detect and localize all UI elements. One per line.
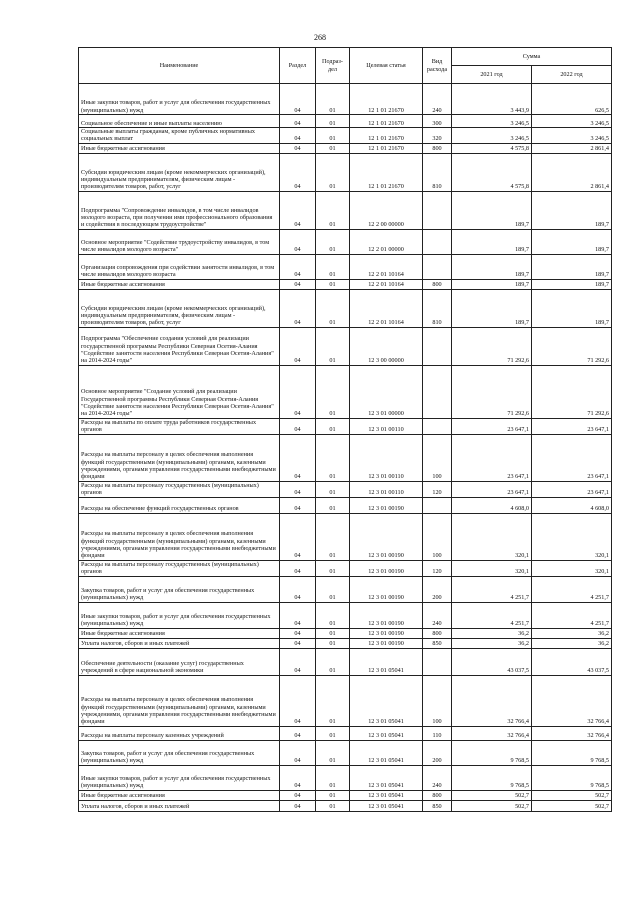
row-value-2022: 2 861,4 bbox=[532, 143, 612, 153]
row-subsection: 01 bbox=[316, 560, 350, 576]
row-value-2022: 4 251,7 bbox=[532, 602, 612, 628]
row-value-2021: 3 246,5 bbox=[452, 115, 532, 128]
table-row bbox=[79, 434, 612, 481]
row-expense-type: 240 bbox=[423, 765, 452, 790]
row-expense-type: 240 bbox=[423, 602, 452, 628]
row-value-2022: 3 246,5 bbox=[532, 115, 612, 128]
row-value-2021: 502,7 bbox=[452, 790, 532, 800]
row-subsection: 01 bbox=[316, 638, 350, 648]
header-expense-type: Вид расхода bbox=[423, 48, 452, 84]
row-target: 12 3 01 00110 bbox=[350, 434, 423, 481]
row-name: Иные закупки товаров, работ и услуг для обеспечения государственных (муниципальных) нужд bbox=[79, 602, 280, 628]
table-row bbox=[79, 254, 612, 279]
row-value-2021: 4 575,8 bbox=[452, 143, 532, 153]
row-name: Закупка товаров, работ и услуг для обеспечения государственных (муниципальных) нужд bbox=[79, 740, 280, 765]
row-value-2021: 23 647,1 bbox=[452, 418, 532, 434]
row-section: 04 bbox=[280, 254, 316, 279]
row-value-2021: 320,1 bbox=[452, 513, 532, 560]
row-value-2021: 43 037,5 bbox=[452, 648, 532, 675]
row-subsection: 01 bbox=[316, 628, 350, 638]
row-value-2022: 9 768,5 bbox=[532, 765, 612, 790]
row-value-2021: 3 443,9 bbox=[452, 84, 532, 115]
row-name: Основное мероприятие "Создание условий для реализации Государственной программы Республики Северная Осетия-Алания "Содействие занятости населения Республики Северная Осетия-Алания" на 2014-2024 годы" bbox=[79, 365, 280, 418]
row-value-2021: 32 766,4 bbox=[452, 726, 532, 740]
table-row bbox=[79, 726, 612, 740]
row-expense-type bbox=[423, 254, 452, 279]
row-value-2022: 2 861,4 bbox=[532, 153, 612, 191]
row-expense-type: 300 bbox=[423, 115, 452, 128]
row-expense-type bbox=[423, 191, 452, 229]
row-name: Иные бюджетные ассигнования bbox=[79, 279, 280, 289]
row-section: 04 bbox=[280, 602, 316, 628]
row-expense-type: 810 bbox=[423, 153, 452, 191]
row-value-2021: 189,7 bbox=[452, 279, 532, 289]
row-subsection: 01 bbox=[316, 790, 350, 800]
table-row bbox=[79, 153, 612, 191]
row-expense-type: 240 bbox=[423, 84, 452, 115]
row-value-2021: 189,7 bbox=[452, 289, 532, 327]
row-expense-type: 810 bbox=[423, 289, 452, 327]
row-expense-type bbox=[423, 497, 452, 513]
row-name: Иные бюджетные ассигнования bbox=[79, 628, 280, 638]
row-target: 12 3 00 00000 bbox=[350, 327, 423, 365]
row-value-2021: 32 766,4 bbox=[452, 675, 532, 726]
row-expense-type: 120 bbox=[423, 481, 452, 497]
row-target: 12 3 01 00190 bbox=[350, 576, 423, 602]
row-value-2021: 4 608,0 bbox=[452, 497, 532, 513]
row-name: Расходы на обеспечение функций государственных органов bbox=[79, 497, 280, 513]
row-subsection: 01 bbox=[316, 254, 350, 279]
row-value-2021: 189,7 bbox=[452, 254, 532, 279]
row-subsection: 01 bbox=[316, 481, 350, 497]
row-value-2022: 189,7 bbox=[532, 254, 612, 279]
row-section: 04 bbox=[280, 229, 316, 254]
row-target: 12 3 01 00190 bbox=[350, 628, 423, 638]
row-name: Расходы на выплаты персоналу в целях обеспечения выполнения функций государственными (муниципальными) органами, казенными учреждениями, органами управления государственными внебюджетными фондами bbox=[79, 675, 280, 726]
row-expense-type: 800 bbox=[423, 628, 452, 638]
row-expense-type bbox=[423, 365, 452, 418]
row-value-2021: 9 768,5 bbox=[452, 740, 532, 765]
row-name: Подпрограмма "Сопровождение инвалидов, в том числе инвалидов молодого возраста, при получении ими профессионального образования и содействия в последующем трудоустройстве" bbox=[79, 191, 280, 229]
row-section: 04 bbox=[280, 279, 316, 289]
row-subsection: 01 bbox=[316, 191, 350, 229]
row-section: 04 bbox=[280, 800, 316, 811]
row-name: Основное мероприятие "Содействие трудоустройству инвалидов, в том числе инвалидов молодого возраста" bbox=[79, 229, 280, 254]
row-name: Социальные выплаты гражданам, кроме публичных нормативных социальных выплат bbox=[79, 128, 280, 144]
row-target: 12 3 01 05041 bbox=[350, 790, 423, 800]
row-target: 12 3 01 00190 bbox=[350, 513, 423, 560]
row-section: 04 bbox=[280, 675, 316, 726]
row-name: Подпрограмма "Обеспечение создания условий для реализации государственной программы Республики Северная Осетия-Алания "Содействие занятости населения Республики Северная Осетия-Алания" на 2014-2024 годы" bbox=[79, 327, 280, 365]
row-value-2021: 23 647,1 bbox=[452, 481, 532, 497]
row-value-2021: 4 575,8 bbox=[452, 153, 532, 191]
row-target: 12 3 01 00190 bbox=[350, 638, 423, 648]
row-value-2022: 626,5 bbox=[532, 84, 612, 115]
row-value-2022: 23 647,1 bbox=[532, 481, 612, 497]
row-value-2021: 320,1 bbox=[452, 560, 532, 576]
row-value-2022: 71 292,6 bbox=[532, 365, 612, 418]
row-target: 12 3 01 00110 bbox=[350, 418, 423, 434]
row-subsection: 01 bbox=[316, 279, 350, 289]
row-expense-type: 100 bbox=[423, 434, 452, 481]
row-target: 12 3 01 05041 bbox=[350, 800, 423, 811]
row-section: 04 bbox=[280, 648, 316, 675]
row-section: 04 bbox=[280, 481, 316, 497]
row-subsection: 01 bbox=[316, 327, 350, 365]
row-expense-type: 800 bbox=[423, 790, 452, 800]
row-subsection: 01 bbox=[316, 675, 350, 726]
row-expense-type: 200 bbox=[423, 740, 452, 765]
row-target: 12 1 01 21670 bbox=[350, 153, 423, 191]
row-section: 04 bbox=[280, 365, 316, 418]
row-target: 12 1 01 21670 bbox=[350, 84, 423, 115]
row-name: Расходы на выплаты персоналу в целях обеспечения выполнения функций государственными (муниципальными) органами, казенными учреждениями, органами управления государственными внебюджетными фондами bbox=[79, 434, 280, 481]
row-target: 12 2 00 00000 bbox=[350, 191, 423, 229]
row-value-2022: 36,2 bbox=[532, 628, 612, 638]
row-name: Обеспечение деятельности (оказание услуг) государственных учреждений в сфере национальной экономики bbox=[79, 648, 280, 675]
row-name: Закупка товаров, работ и услуг для обеспечения государственных (муниципальных) нужд bbox=[79, 576, 280, 602]
row-value-2022: 502,7 bbox=[532, 790, 612, 800]
row-name: Организация сопровождения при содействии занятости инвалидов, в том числе инвалидов молодого возраста bbox=[79, 254, 280, 279]
row-subsection: 01 bbox=[316, 153, 350, 191]
row-name: Расходы на выплаты персоналу в целях обеспечения выполнения функций государственными (муниципальными) органами, казенными учреждениями, органами управления государственными внебюджетными фондами bbox=[79, 513, 280, 560]
row-expense-type bbox=[423, 327, 452, 365]
row-expense-type: 120 bbox=[423, 560, 452, 576]
table-row bbox=[79, 800, 612, 811]
row-section: 04 bbox=[280, 191, 316, 229]
row-value-2022: 502,7 bbox=[532, 800, 612, 811]
row-section: 04 bbox=[280, 434, 316, 481]
row-name: Расходы на выплаты персоналу государственных (муниципальных) органов bbox=[79, 560, 280, 576]
table-row bbox=[79, 648, 612, 675]
row-value-2022: 71 292,6 bbox=[532, 327, 612, 365]
row-value-2021: 3 246,5 bbox=[452, 128, 532, 144]
row-value-2021: 502,7 bbox=[452, 800, 532, 811]
row-target: 12 2 01 10164 bbox=[350, 279, 423, 289]
table-row bbox=[79, 143, 612, 153]
row-subsection: 01 bbox=[316, 365, 350, 418]
row-subsection: 01 bbox=[316, 740, 350, 765]
row-section: 04 bbox=[280, 418, 316, 434]
table-row bbox=[79, 327, 612, 365]
table-row bbox=[79, 279, 612, 289]
row-expense-type bbox=[423, 418, 452, 434]
row-section: 04 bbox=[280, 289, 316, 327]
header-section: Раздел bbox=[280, 48, 316, 84]
row-value-2021: 9 768,5 bbox=[452, 765, 532, 790]
row-value-2022: 189,7 bbox=[532, 229, 612, 254]
row-target: 12 3 01 00000 bbox=[350, 365, 423, 418]
table-row bbox=[79, 115, 612, 128]
row-expense-type bbox=[423, 229, 452, 254]
row-value-2021: 36,2 bbox=[452, 628, 532, 638]
row-section: 04 bbox=[280, 726, 316, 740]
budget-table bbox=[78, 47, 612, 812]
row-target: 12 1 01 21670 bbox=[350, 128, 423, 144]
row-section: 04 bbox=[280, 638, 316, 648]
row-expense-type: 200 bbox=[423, 576, 452, 602]
row-section: 04 bbox=[280, 327, 316, 365]
table-row bbox=[79, 576, 612, 602]
row-value-2022: 9 768,5 bbox=[532, 740, 612, 765]
row-section: 04 bbox=[280, 497, 316, 513]
row-section: 04 bbox=[280, 765, 316, 790]
row-value-2021: 71 292,6 bbox=[452, 365, 532, 418]
table-row bbox=[79, 481, 612, 497]
row-section: 04 bbox=[280, 628, 316, 638]
row-value-2021: 23 647,1 bbox=[452, 434, 532, 481]
table-row bbox=[79, 790, 612, 800]
table-row bbox=[79, 513, 612, 560]
row-target: 12 3 01 05041 bbox=[350, 740, 423, 765]
table-body bbox=[79, 84, 612, 812]
row-target: 12 3 01 05041 bbox=[350, 726, 423, 740]
row-name: Иные бюджетные ассигнования bbox=[79, 790, 280, 800]
row-expense-type: 850 bbox=[423, 638, 452, 648]
table-row bbox=[79, 128, 612, 144]
row-subsection: 01 bbox=[316, 84, 350, 115]
table-row bbox=[79, 740, 612, 765]
row-expense-type bbox=[423, 648, 452, 675]
table-row bbox=[79, 497, 612, 513]
row-subsection: 01 bbox=[316, 513, 350, 560]
row-target: 12 3 01 00190 bbox=[350, 560, 423, 576]
row-target: 12 3 01 00110 bbox=[350, 481, 423, 497]
row-target: 12 1 01 21670 bbox=[350, 143, 423, 153]
row-value-2022: 4 608,0 bbox=[532, 497, 612, 513]
row-value-2022: 43 037,5 bbox=[532, 648, 612, 675]
table-row bbox=[79, 229, 612, 254]
row-value-2022: 320,1 bbox=[532, 560, 612, 576]
row-name: Иные закупки товаров, работ и услуг для обеспечения государственных (муниципальных) нужд bbox=[79, 765, 280, 790]
row-subsection: 01 bbox=[316, 434, 350, 481]
header-year-2021: 2021 год bbox=[452, 66, 532, 84]
row-subsection: 01 bbox=[316, 229, 350, 254]
row-target: 12 3 01 00190 bbox=[350, 602, 423, 628]
row-target: 12 2 01 10164 bbox=[350, 254, 423, 279]
row-value-2021: 189,7 bbox=[452, 191, 532, 229]
row-subsection: 01 bbox=[316, 765, 350, 790]
row-name: Расходы на выплаты персоналу казенных учреждений bbox=[79, 726, 280, 740]
row-value-2022: 189,7 bbox=[532, 279, 612, 289]
row-section: 04 bbox=[280, 790, 316, 800]
row-section: 04 bbox=[280, 115, 316, 128]
row-target: 12 2 01 00000 bbox=[350, 229, 423, 254]
row-expense-type: 800 bbox=[423, 279, 452, 289]
row-expense-type: 100 bbox=[423, 513, 452, 560]
page-number: 268 bbox=[314, 33, 326, 42]
row-expense-type: 800 bbox=[423, 143, 452, 153]
row-section: 04 bbox=[280, 513, 316, 560]
row-name: Расходы на выплаты персоналу государственных (муниципальных) органов bbox=[79, 481, 280, 497]
row-value-2021: 36,2 bbox=[452, 638, 532, 648]
row-target: 12 3 01 00190 bbox=[350, 497, 423, 513]
table-row bbox=[79, 560, 612, 576]
row-section: 04 bbox=[280, 84, 316, 115]
row-value-2022: 23 647,1 bbox=[532, 418, 612, 434]
row-value-2022: 3 246,5 bbox=[532, 128, 612, 144]
table-row bbox=[79, 365, 612, 418]
row-name: Субсидии юридическим лицам (кроме некоммерческих организаций), индивидуальным предпринимателям, физическим лицам - производителям товаров, работ, услуг bbox=[79, 153, 280, 191]
row-value-2021: 4 251,7 bbox=[452, 576, 532, 602]
row-subsection: 01 bbox=[316, 115, 350, 128]
row-value-2022: 23 647,1 bbox=[532, 434, 612, 481]
row-value-2022: 4 251,7 bbox=[532, 576, 612, 602]
row-subsection: 01 bbox=[316, 143, 350, 153]
row-expense-type: 850 bbox=[423, 800, 452, 811]
header-subsection: Подраз-дел bbox=[316, 48, 350, 84]
row-section: 04 bbox=[280, 740, 316, 765]
table-row bbox=[79, 191, 612, 229]
table-row bbox=[79, 638, 612, 648]
row-target: 12 1 01 21670 bbox=[350, 115, 423, 128]
row-value-2021: 4 251,7 bbox=[452, 602, 532, 628]
row-name: Социальное обеспечение и иные выплаты населению bbox=[79, 115, 280, 128]
row-subsection: 01 bbox=[316, 800, 350, 811]
table-row bbox=[79, 418, 612, 434]
row-value-2021: 71 292,6 bbox=[452, 327, 532, 365]
row-subsection: 01 bbox=[316, 576, 350, 602]
row-name: Иные бюджетные ассигнования bbox=[79, 143, 280, 153]
row-value-2022: 189,7 bbox=[532, 191, 612, 229]
row-target: 12 2 01 10164 bbox=[350, 289, 423, 327]
row-value-2021: 189,7 bbox=[452, 229, 532, 254]
row-value-2022: 32 766,4 bbox=[532, 726, 612, 740]
row-target: 12 3 01 05041 bbox=[350, 675, 423, 726]
row-target: 12 3 01 05041 bbox=[350, 765, 423, 790]
row-name: Уплата налогов, сборов и иных платежей bbox=[79, 800, 280, 811]
row-expense-type: 320 bbox=[423, 128, 452, 144]
header-year-2022: 2022 год bbox=[532, 66, 612, 84]
table-row bbox=[79, 675, 612, 726]
row-expense-type: 110 bbox=[423, 726, 452, 740]
row-expense-type: 100 bbox=[423, 675, 452, 726]
row-value-2022: 32 766,4 bbox=[532, 675, 612, 726]
row-subsection: 01 bbox=[316, 128, 350, 144]
row-target: 12 3 01 05041 bbox=[350, 648, 423, 675]
row-name: Уплата налогов, сборов и иных платежей bbox=[79, 638, 280, 648]
table-row bbox=[79, 289, 612, 327]
table-row bbox=[79, 765, 612, 790]
row-value-2022: 189,7 bbox=[532, 289, 612, 327]
row-subsection: 01 bbox=[316, 648, 350, 675]
header-target: Целевая статья bbox=[350, 48, 423, 84]
row-name: Расходы на выплаты по оплате труда работников государственных органов bbox=[79, 418, 280, 434]
row-name: Иные закупки товаров, работ и услуг для обеспечения государственных (муниципальных) нужд bbox=[79, 84, 280, 115]
row-section: 04 bbox=[280, 143, 316, 153]
header-sum: Сумма bbox=[452, 48, 612, 66]
row-section: 04 bbox=[280, 153, 316, 191]
row-section: 04 bbox=[280, 128, 316, 144]
row-section: 04 bbox=[280, 560, 316, 576]
row-subsection: 01 bbox=[316, 497, 350, 513]
row-subsection: 01 bbox=[316, 418, 350, 434]
table-row bbox=[79, 602, 612, 628]
table-row bbox=[79, 628, 612, 638]
header-name: Наименование bbox=[79, 48, 280, 84]
row-subsection: 01 bbox=[316, 602, 350, 628]
row-subsection: 01 bbox=[316, 726, 350, 740]
row-value-2022: 36,2 bbox=[532, 638, 612, 648]
row-value-2022: 320,1 bbox=[532, 513, 612, 560]
row-name: Субсидии юридическим лицам (кроме некоммерческих организаций), индивидуальным предпринимателям, физическим лицам - производителям товаров, работ, услуг bbox=[79, 289, 280, 327]
table-row bbox=[79, 84, 612, 115]
row-subsection: 01 bbox=[316, 289, 350, 327]
row-section: 04 bbox=[280, 576, 316, 602]
